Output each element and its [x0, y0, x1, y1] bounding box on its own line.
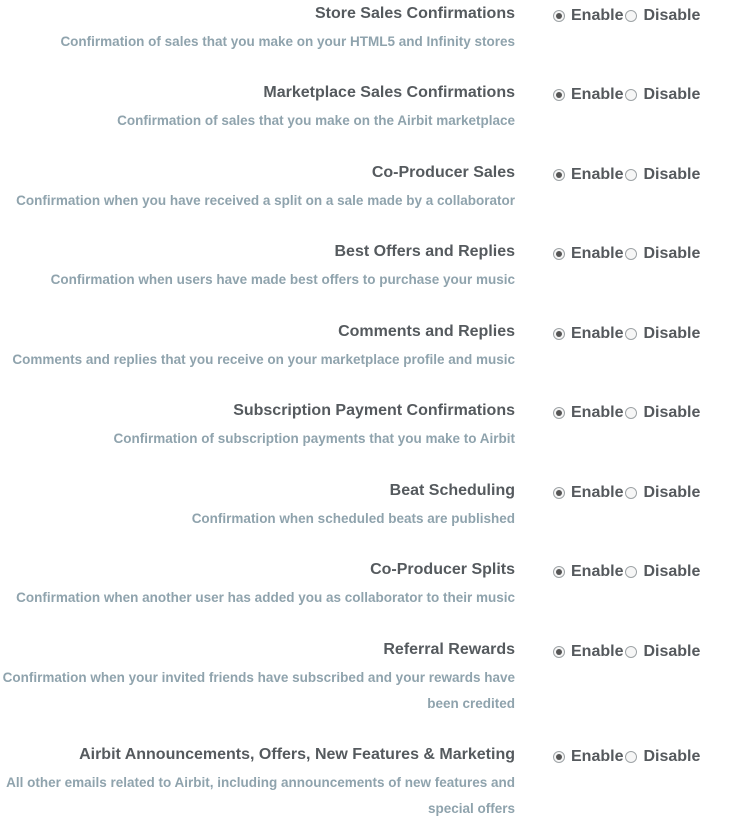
- disable-radio[interactable]: [625, 248, 637, 260]
- enable-radio[interactable]: [553, 169, 565, 181]
- setting-label-group: [0, 4, 515, 55]
- enable-disable-options: [553, 86, 702, 104]
- setting-title: Store Sales Confirmations: [314, 5, 515, 22]
- setting-title: Airbit Announcements, Offers, New Features & Marketing: [79, 746, 515, 763]
- enable-label[interactable]: Enable: [571, 86, 624, 103]
- setting-title: Co-Producer Sales: [371, 164, 515, 181]
- setting-title: Marketplace Sales Confirmations: [263, 84, 515, 101]
- enable-disable-options: [553, 748, 702, 766]
- enable-radio[interactable]: [553, 10, 565, 22]
- setting-title: Co-Producer Splits: [370, 561, 515, 578]
- setting-description: Confirmation when scheduled beats are published: [191, 511, 515, 526]
- enable-label[interactable]: Enable: [571, 166, 624, 183]
- enable-disable-options: [553, 245, 702, 263]
- setting-description: Confirmation of sales that you make on the Airbit marketplace: [117, 113, 515, 128]
- enable-disable-options: [553, 325, 702, 343]
- enable-radio[interactable]: [553, 328, 565, 340]
- enable-disable-options: [553, 643, 702, 661]
- setting-description: All other emails related to Airbit, including announcements of new features and special offers: [6, 775, 515, 816]
- setting-description: Confirmation when you have received a split on a sale made by a collaborator: [16, 193, 515, 208]
- disable-radio[interactable]: [625, 407, 637, 419]
- disable-label[interactable]: Disable: [643, 166, 701, 183]
- enable-radio[interactable]: [553, 407, 565, 419]
- disable-label[interactable]: Disable: [643, 325, 701, 342]
- setting-description: Confirmation of subscription payments that you make to Airbit: [113, 431, 515, 446]
- disable-radio[interactable]: [625, 566, 637, 578]
- enable-radio[interactable]: [553, 751, 565, 763]
- disable-label[interactable]: Disable: [643, 484, 701, 501]
- setting-label-group: [0, 401, 515, 452]
- disable-radio[interactable]: [625, 646, 637, 658]
- enable-disable-options: [553, 7, 702, 25]
- enable-radio[interactable]: [553, 646, 565, 658]
- setting-description: Confirmation when users have made best offers to purchase your music: [50, 272, 515, 287]
- enable-label[interactable]: Enable: [571, 643, 624, 660]
- disable-label[interactable]: Disable: [643, 563, 701, 580]
- setting-title: Subscription Payment Confirmations: [233, 402, 515, 419]
- setting-label-group: [0, 83, 515, 134]
- disable-radio[interactable]: [625, 169, 637, 181]
- enable-disable-options: [553, 484, 702, 502]
- setting-description: Confirmation of sales that you make on your HTML5 and Infinity stores: [60, 34, 515, 49]
- setting-label-group: [0, 745, 515, 817]
- enable-label[interactable]: Enable: [571, 7, 624, 24]
- setting-title: Comments and Replies: [338, 323, 515, 340]
- enable-radio[interactable]: [553, 248, 565, 260]
- disable-radio[interactable]: [625, 10, 637, 22]
- enable-radio[interactable]: [553, 487, 565, 499]
- disable-radio[interactable]: [625, 89, 637, 101]
- enable-label[interactable]: Enable: [571, 245, 624, 262]
- setting-title: Beat Scheduling: [389, 482, 515, 499]
- setting-description: Comments and replies that you receive on your marketplace profile and music: [12, 352, 515, 367]
- disable-label[interactable]: Disable: [643, 404, 701, 421]
- setting-title: Best Offers and Replies: [334, 243, 515, 260]
- enable-disable-options: [553, 563, 702, 581]
- setting-description: Confirmation when your invited friends have subscribed and your rewards have been credited: [2, 670, 515, 711]
- setting-label-group: [0, 640, 515, 717]
- disable-label[interactable]: Disable: [643, 643, 701, 660]
- setting-label-group: [0, 322, 515, 373]
- enable-radio[interactable]: [553, 89, 565, 101]
- enable-label[interactable]: Enable: [571, 484, 624, 501]
- setting-label-group: [0, 560, 515, 611]
- disable-label[interactable]: Disable: [643, 245, 701, 262]
- setting-label-group: [0, 163, 515, 214]
- enable-radio[interactable]: [553, 566, 565, 578]
- enable-label[interactable]: Enable: [571, 748, 624, 765]
- disable-label[interactable]: Disable: [643, 86, 701, 103]
- setting-title: Referral Rewards: [383, 641, 515, 658]
- setting-label-group: [0, 481, 515, 532]
- setting-description: Confirmation when another user has added you as collaborator to their music: [16, 590, 515, 605]
- disable-radio[interactable]: [625, 487, 637, 499]
- disable-label[interactable]: Disable: [643, 7, 701, 24]
- enable-label[interactable]: Enable: [571, 325, 624, 342]
- disable-label[interactable]: Disable: [643, 748, 701, 765]
- disable-radio[interactable]: [625, 328, 637, 340]
- disable-radio[interactable]: [625, 751, 637, 763]
- enable-disable-options: [553, 166, 702, 184]
- enable-disable-options: [553, 404, 702, 422]
- setting-label-group: [0, 242, 515, 293]
- enable-label[interactable]: Enable: [571, 563, 624, 580]
- enable-label[interactable]: Enable: [571, 404, 624, 421]
